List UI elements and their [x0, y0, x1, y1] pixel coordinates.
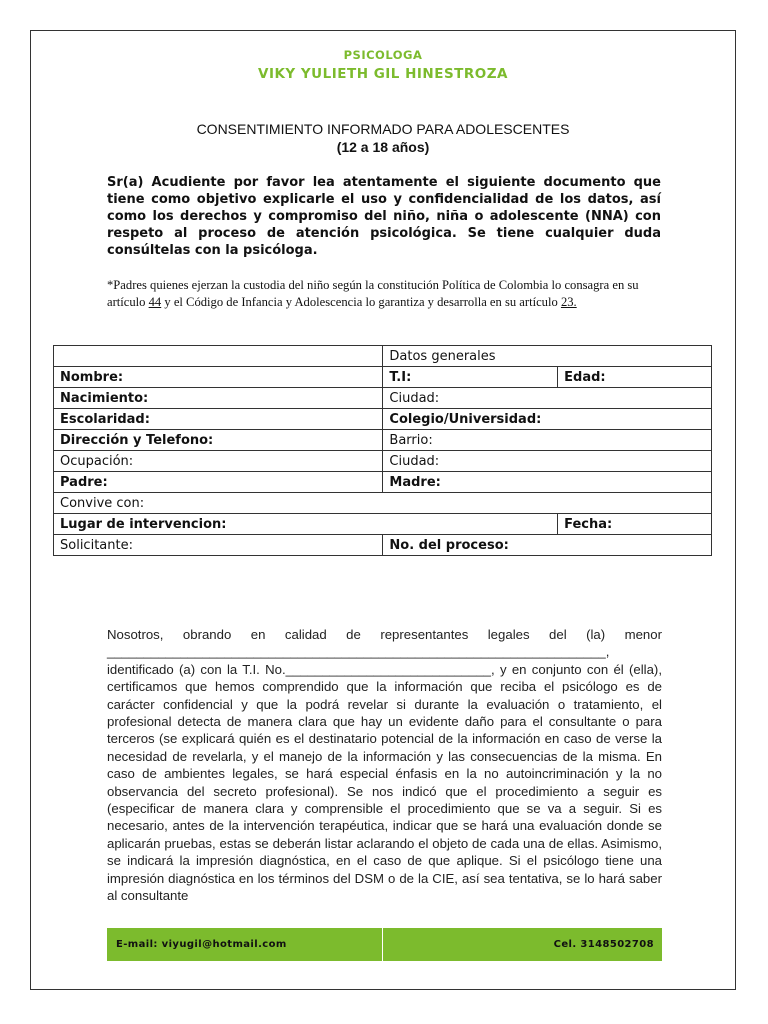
field-colegio[interactable]: Colegio/Universidad: — [383, 409, 712, 430]
field-convive[interactable]: Convive con: — [54, 493, 712, 514]
field-ocupacion[interactable]: Ocupación: — [54, 451, 383, 472]
field-lugar[interactable]: Lugar de intervencion: — [54, 514, 558, 535]
table-row — [54, 430, 712, 451]
section-title: Datos generales — [383, 346, 712, 367]
footer-phone: Cel. 3148502708 — [383, 928, 662, 961]
footer-email: E-mail: viyugil@hotmail.com — [107, 928, 383, 961]
header-role: PSICOLOGA — [343, 48, 423, 62]
consent-body — [107, 626, 662, 905]
document-title: CONSENTIMIENTO INFORMADO PARA ADOLESCENTES — [196, 121, 570, 137]
field-solicitante[interactable]: Solicitante: — [54, 535, 383, 556]
intro-paragraph: Sr(a) Acudiente por favor lea atentamente el siguiente documento que tiene como objetivo explicarle el uso y confidencialidad de los datos, así como los derechos y compromiso del niño, niña o adolescente (NNA) con respeto al proceso de atención psicológica. Se tiene cualquier duda consúltelas con la psicóloga. — [107, 175, 661, 258]
header-name: VIKY YULIETH GIL HINESTROZA — [258, 66, 508, 82]
table-row — [54, 472, 712, 493]
field-ciudad-2[interactable]: Ciudad: — [383, 451, 712, 472]
field-fecha[interactable]: Fecha: — [558, 514, 712, 535]
note-text-1: *Padres quienes ejerzan la custodia del niño según la constitución Política de Colombia lo consagra en su artículo — [107, 278, 639, 309]
table-row — [54, 346, 712, 367]
footer-bar — [107, 928, 662, 961]
consent-paragraph: identificado (a) con la T.I. No.____________________________, y en conjunto con él (ella), certificamos que hemos comprendido que la información que reciba el psicólogo es de carácter confidencial y que la podrá revelar si durante la evaluación o tratamiento, el profesional detecta de manera clara que hay un evidente daño para el consultante o para terceros (se explicará quién es el destinatario potencial de la información en caso de verse la necesidad de revelarla, y el manejo de la información y las consecuencias de la misma. En caso de ambientes legales, se hará especial énfasis en la no autoincriminación y la no observancia del secreto profesional). Se nos indicó que el procedimiento a seguir es (especificar de manera clara y comprensible el procedimiento que se va a seguir. Si es necesario, antes de la intervención terapéutica, indicar que se hará una evaluación donde se aplicarán pruebas, estas se deberán listar aclarando el objeto de cada una de ellas. Asimismo, se indicará la impresión diagnóstica, en el caso de que aplique. Si el psicólogo tiene una impresión diagnóstica en los términos del DSM o de la CIE, así sea tentativa, se lo hará saber al consultante — [107, 661, 662, 904]
field-escolaridad[interactable]: Escolaridad: — [54, 409, 383, 430]
table-row — [54, 514, 712, 535]
field-ciudad[interactable]: Ciudad: — [383, 388, 712, 409]
document-subtitle: (12 a 18 años) — [336, 139, 430, 155]
empty-cell — [54, 346, 383, 367]
table-row — [54, 451, 712, 472]
table-row — [54, 493, 712, 514]
note-text-2: y el Código de Infancia y Adolescencia lo garantiza y desarrolla en su artículo — [161, 295, 561, 309]
field-barrio[interactable]: Barrio: — [383, 430, 712, 451]
note-article-23: 23. — [560, 295, 577, 309]
general-data-table — [53, 345, 712, 556]
field-ti[interactable]: T.I: — [383, 367, 558, 388]
consent-line-1: Nosotros, obrando en calidad de representantes legales del (la) menor ____________________________________________________________________, — [107, 627, 662, 660]
field-edad[interactable]: Edad: — [558, 367, 712, 388]
field-direccion[interactable]: Dirección y Telefono: — [54, 430, 383, 451]
table-row — [54, 367, 712, 388]
note-article-44: 44 — [148, 295, 162, 309]
field-madre[interactable]: Madre: — [383, 472, 712, 493]
table-row — [54, 388, 712, 409]
legal-note — [107, 277, 667, 311]
field-padre[interactable]: Padre: — [54, 472, 383, 493]
table-row — [54, 535, 712, 556]
field-proceso[interactable]: No. del proceso: — [383, 535, 712, 556]
field-nacimiento[interactable]: Nacimiento: — [54, 388, 383, 409]
table-row — [54, 409, 712, 430]
field-nombre[interactable]: Nombre: — [54, 367, 383, 388]
